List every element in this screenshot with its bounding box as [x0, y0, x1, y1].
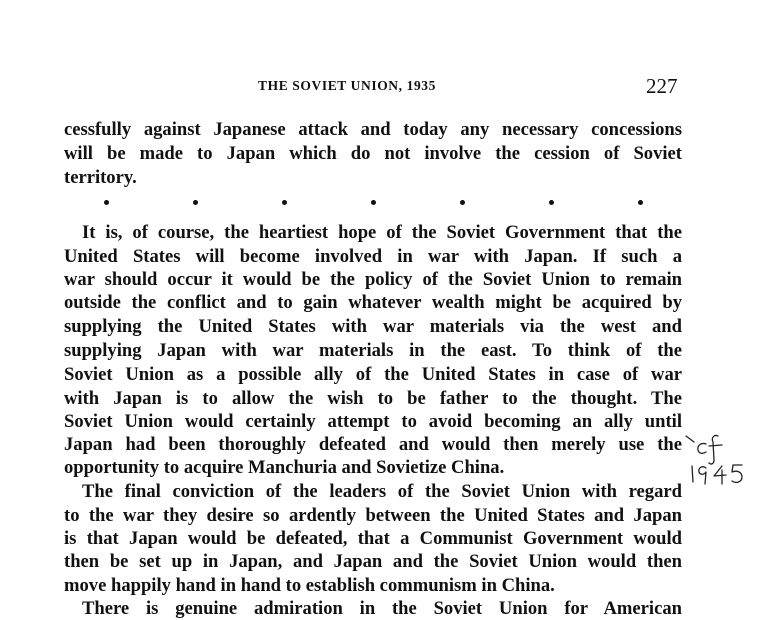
handwritten-margin-note: [684, 432, 754, 488]
text-line: outside the conflict and to gain whatever wealth might be acquired by: [64, 292, 682, 313]
text-line: territory.: [64, 167, 137, 188]
text-line: cessfully against Japanese attack and today any necessary concessions: [64, 119, 682, 140]
text-line: There is genuine admiration in the Soviet Union for American: [82, 598, 682, 619]
ellipsis-dot: [193, 200, 198, 205]
text-line: then be set up in Japan, and Japan and the Soviet Union would then: [64, 551, 682, 572]
text-line: supplying the United States with war materials via the west and: [64, 316, 682, 337]
ellipsis-dot: [371, 200, 376, 205]
text-line: with Japan is to allow the wish to be father to the thought. The: [64, 388, 682, 409]
text-line: Soviet Union as a possible ally of the United States in case of war: [64, 364, 682, 385]
page-number: 227: [646, 74, 678, 98]
text-line: supplying Japan with war materials in the east. To think of the: [64, 340, 682, 361]
text-line: move happily hand in hand to establish communism in China.: [64, 575, 555, 596]
text-line: Soviet Union would certainly attempt to avoid becoming an ally until: [64, 411, 682, 432]
ellipsis-dot: [549, 200, 554, 205]
text-line: war should occur it would be the policy of the Soviet Union to remain: [64, 269, 682, 290]
ellipsis-dot: [638, 200, 643, 205]
text-line: will be made to Japan which do not involve the cession of Soviet: [64, 143, 682, 164]
text-line: to the war they desire so ardently between the United States and Japan: [64, 505, 682, 526]
ellipsis-dot: [282, 200, 287, 205]
running-head: THE SOVIET UNION, 1935: [258, 78, 436, 93]
text-line: opportunity to acquire Manchuria and Sovietize China.: [64, 457, 505, 478]
ellipsis-dot: [104, 200, 109, 205]
ellipsis-separator: [64, 190, 682, 212]
text-line: United States will become involved in war with Japan. If such a: [64, 246, 682, 267]
handwritten-note-icon: [684, 432, 754, 488]
ellipsis-dot: [460, 200, 465, 205]
text-line: Japan had been thoroughly defeated and would then merely use the: [64, 434, 682, 455]
text-line: The final conviction of the leaders of the Soviet Union with regard: [82, 481, 682, 502]
text-line: It is, of course, the heartiest hope of the Soviet Government that the: [82, 222, 682, 243]
text-line: is that Japan would be defeated, that a Communist Government would: [64, 528, 682, 549]
